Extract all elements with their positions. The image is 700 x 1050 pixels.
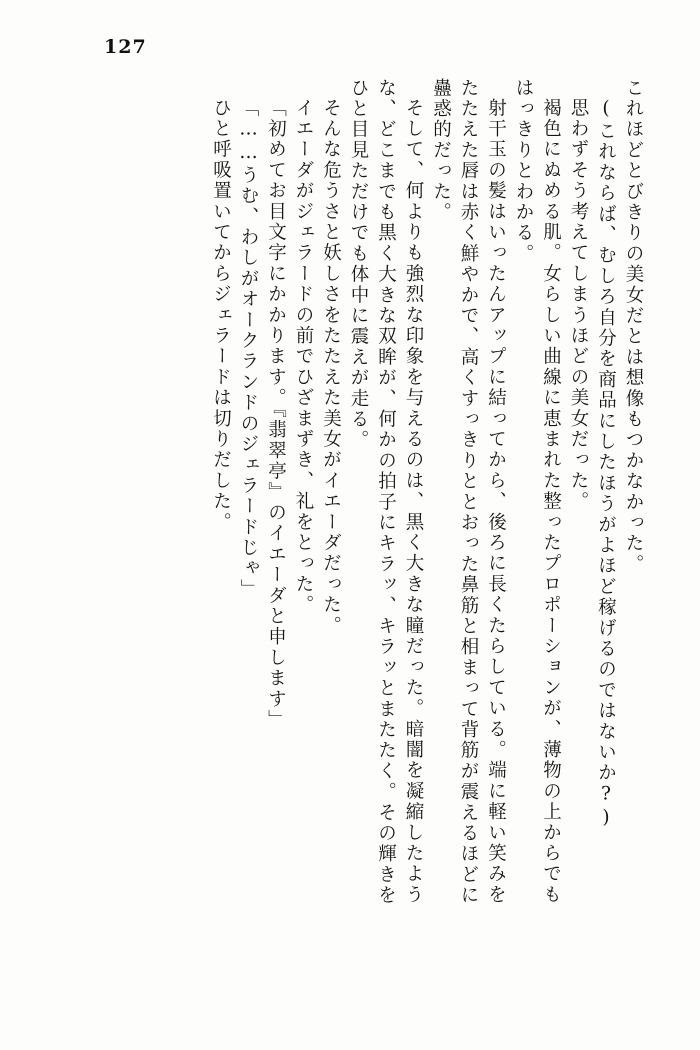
text-column-dialogue: 「初めてお目文字にかかります。『翡翠亭』のイエーダと申します」 [265, 98, 287, 731]
text-column: な、どこまでも黒く大きな双眸が、何かの拍子にキラッ、キラッとまたたく。その輝きを [375, 78, 397, 906]
text-column: たたえた唇は赤く鮮やかで、高くすっきりととおった鼻筋と相まって背筋が震えるほどに [458, 78, 479, 906]
text-column: はっきりとわかる。 [513, 78, 534, 265]
vertical-text-body [82, 78, 642, 998]
text-column: 思わずそう考えてしまうほどの美女だった。 [568, 98, 589, 512]
text-column: そんな危うさと妖しさをたたえた美女がイエーダだった。 [320, 98, 342, 637]
text-column-with-ruby: 蠱惑的だった。 [430, 78, 452, 223]
text-column-with-ruby: 射干玉の髪はいったんアップに結ってから、後ろに長くたらしている。端に軽い笑みを [485, 98, 507, 906]
text-column: 褐色にぬめる肌。女らしい曲線に恵まれた整ったプロポーションが、薄物の上からでも [540, 98, 562, 906]
text-column: (これならば、むしろ自分を商品にしたほうがよほど稼げるのではないか?) [595, 98, 617, 830]
text-column: これほどとびきりの美女だとは想像もつかなかった。 [623, 78, 644, 575]
text-column: イエーダがジェラードの前でひざまずき、礼をとった。 [293, 98, 314, 616]
text-column: ひと目見ただけでも体中に震えが走る。 [348, 78, 369, 451]
page-number: 127 [104, 36, 147, 58]
text-column-dialogue: 「……うむ、わしがオークランドのジェラードじゃ」 [238, 98, 259, 600]
text-column: ひと呼吸置いてからジェラードは切りだした。 [210, 98, 232, 533]
text-column: そして、何よりも強烈な印象を与えるのは、黒く大きな瞳だった。暗闇を凝縮したよう [403, 98, 424, 906]
